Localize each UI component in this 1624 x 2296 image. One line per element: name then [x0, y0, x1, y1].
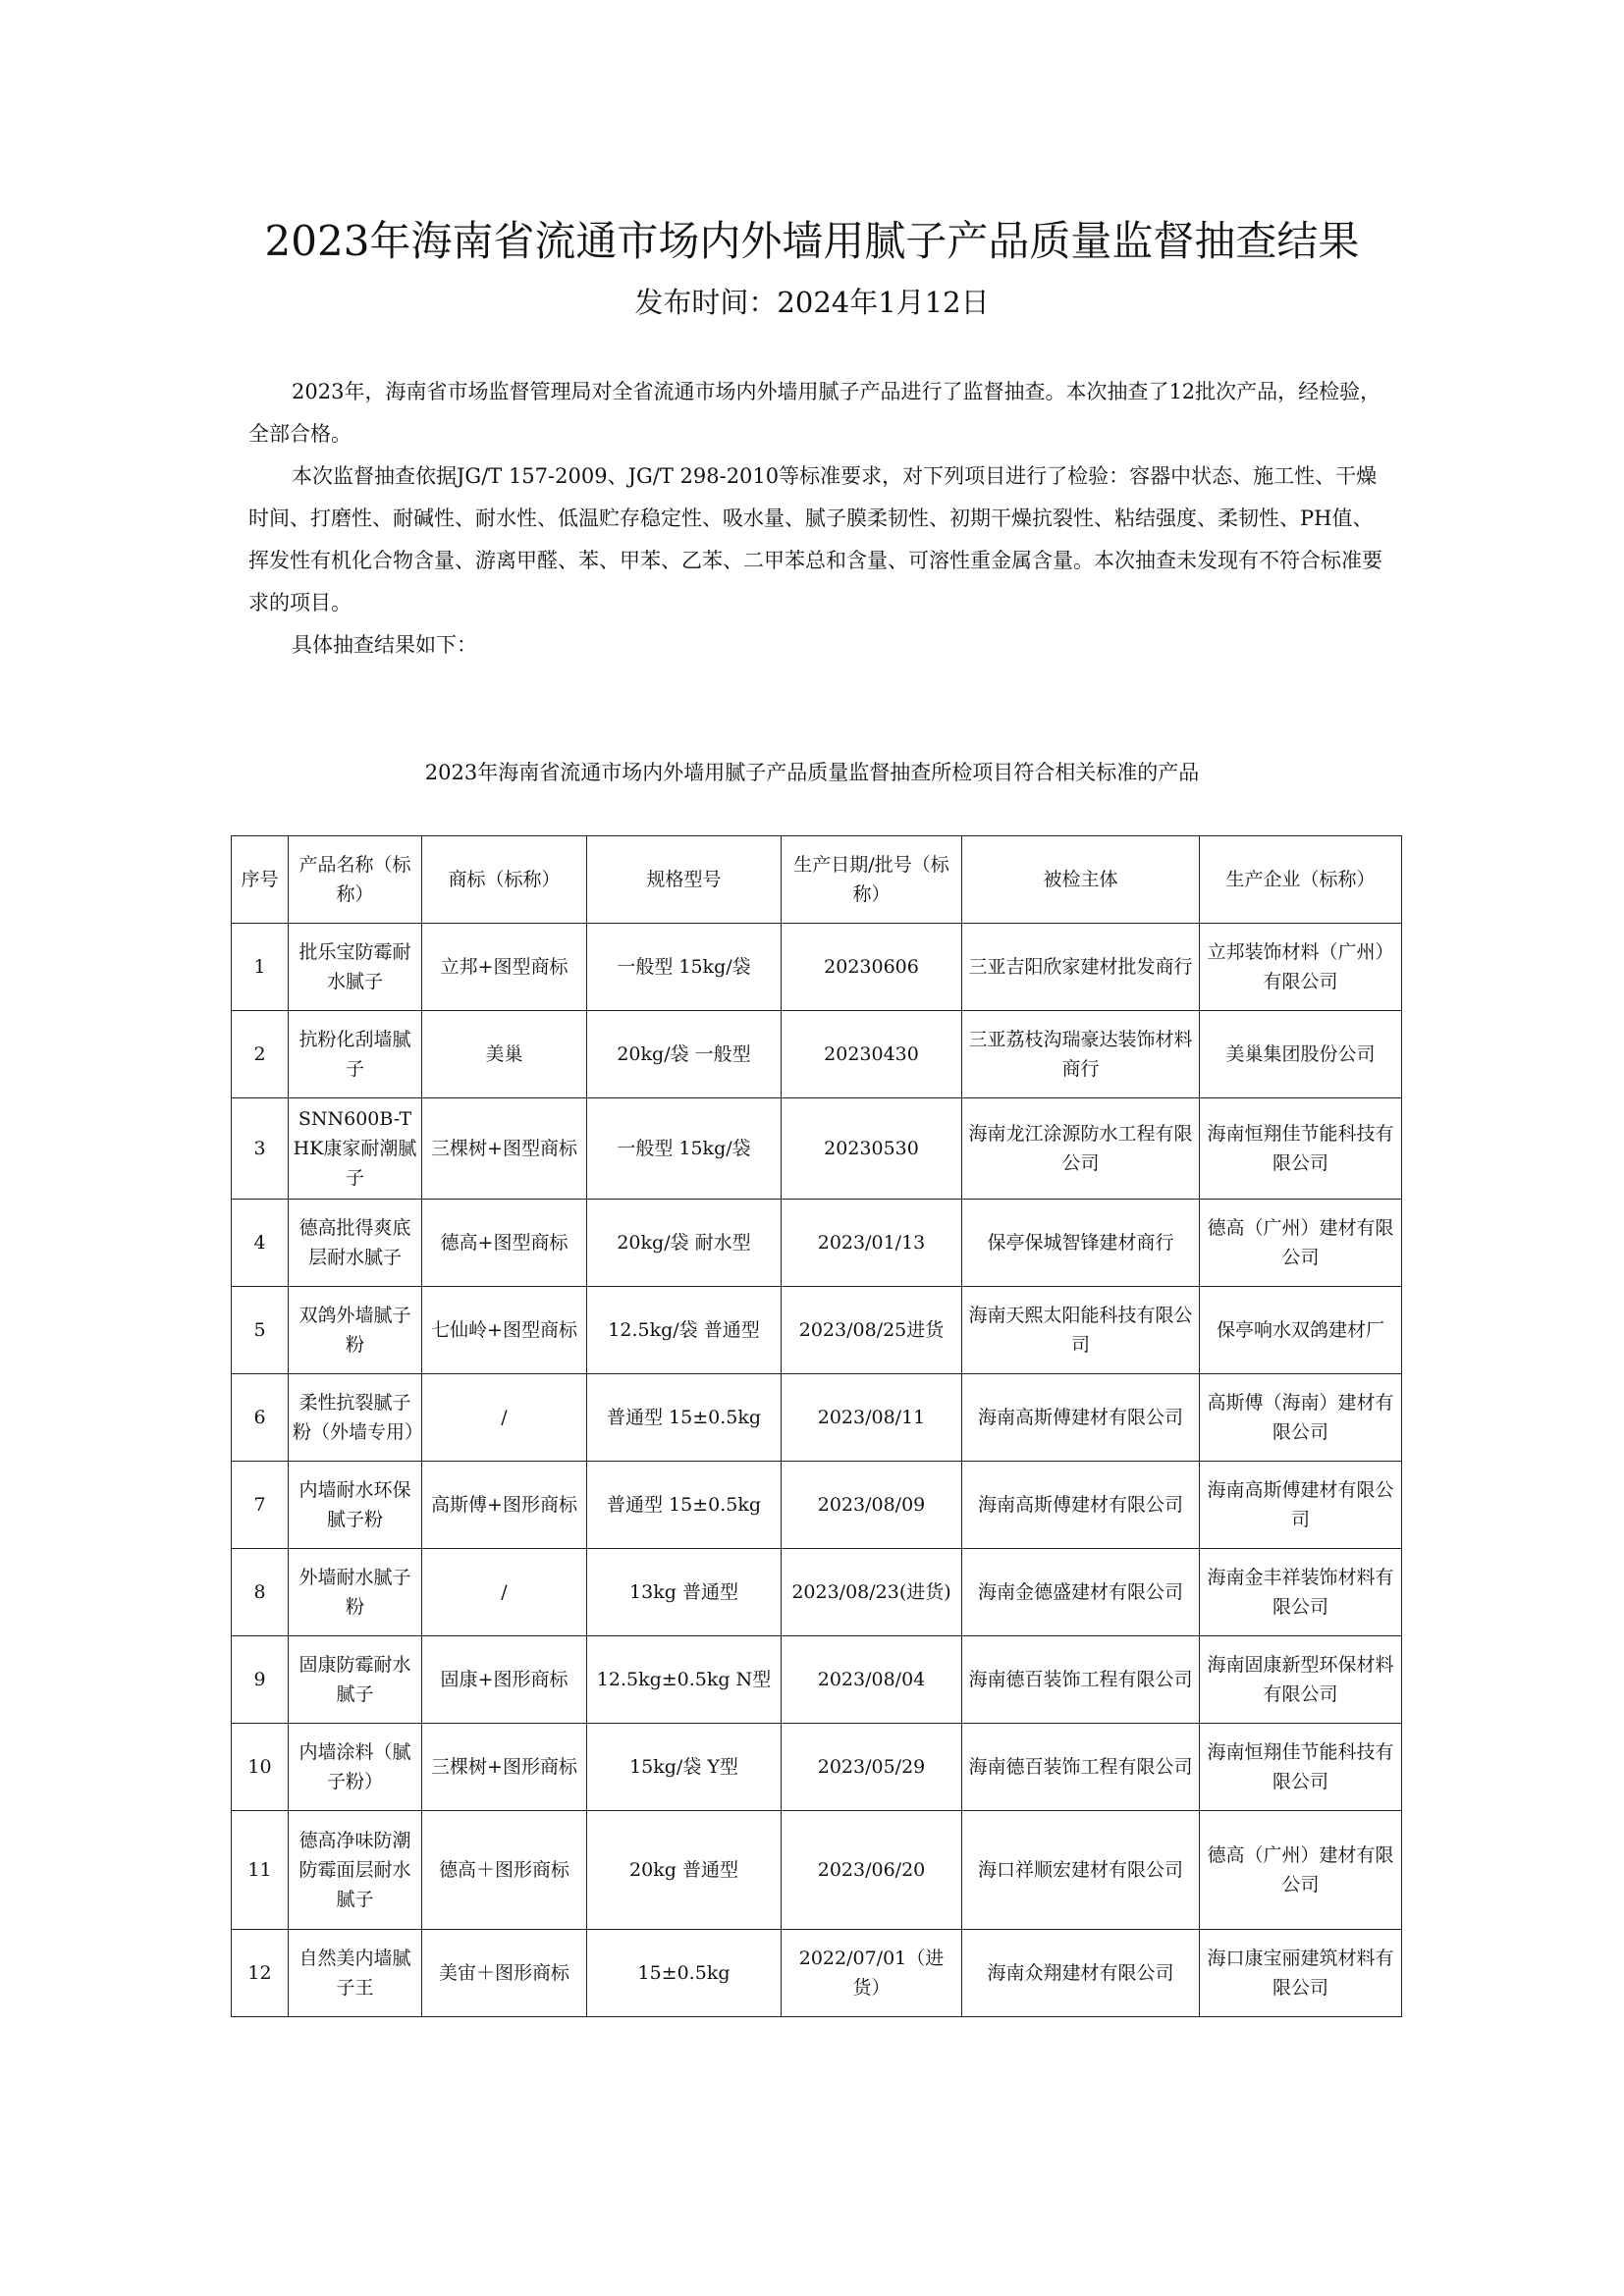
cell-product: 德高净味防潮防霉面层耐水腻子 [289, 1811, 422, 1930]
cell-date: 20230430 [782, 1011, 962, 1098]
cell-inspected: 海南天熙太阳能科技有限公司 [962, 1287, 1200, 1374]
cell-index: 8 [232, 1549, 289, 1636]
cell-brand: / [422, 1549, 587, 1636]
table-row [232, 1098, 1402, 1200]
cell-manufacturer: 海南恒翔佳节能科技有限公司 [1200, 1098, 1402, 1200]
cell-inspected: 海南高斯傅建材有限公司 [962, 1374, 1200, 1462]
cell-inspected: 海南高斯傅建材有限公司 [962, 1462, 1200, 1549]
cell-product: 双鸽外墙腻子粉 [289, 1287, 422, 1374]
cell-index: 2 [232, 1011, 289, 1098]
header-cell: 生产企业（标称） [1200, 836, 1402, 924]
cell-brand: 固康+图形商标 [422, 1636, 587, 1724]
cell-spec: 20kg/袋 耐水型 [587, 1200, 782, 1287]
cell-product: 批乐宝防霉耐水腻子 [289, 924, 422, 1011]
cell-inspected: 海南金德盛建材有限公司 [962, 1549, 1200, 1636]
cell-manufacturer: 海南恒翔佳节能科技有限公司 [1200, 1724, 1402, 1811]
cell-brand: 三棵树+图形商标 [422, 1724, 587, 1811]
cell-manufacturer: 保亭响水双鸽建材厂 [1200, 1287, 1402, 1374]
cell-index: 1 [232, 924, 289, 1011]
page-title: 2023年海南省流通市场内外墙用腻子产品质量监督抽查结果 [264, 217, 1360, 265]
table-row [232, 924, 1402, 1011]
cell-brand: 德高+图型商标 [422, 1200, 587, 1287]
cell-date: 2023/08/09 [782, 1462, 962, 1549]
cell-index: 10 [232, 1724, 289, 1811]
cell-spec: 12.5kg/袋 普通型 [587, 1287, 782, 1374]
cell-brand: 七仙岭+图型商标 [422, 1287, 587, 1374]
cell-manufacturer: 海南金丰祥装饰材料有限公司 [1200, 1549, 1402, 1636]
table-row [232, 1549, 1402, 1636]
paragraph: 本次监督抽查依据JG/T 157-2009、JG/T 298-2010等标准要求，对下列项目进行了检验：容器中状态、施工性、干燥时间、打磨性、耐碱性、耐水性、低温贮存稳定性、吸水量、腻子膜柔韧性、初期干燥抗裂性、粘结强度、柔韧性、PH值、挥发性有机化合物含量、游离甲醛、苯、甲苯、乙苯、二甲苯总和含量、可溶性重金属含量。本次抽查未发现有不符合标准要求的项目。 [248, 464, 1382, 614]
cell-date: 20230606 [782, 924, 962, 1011]
cell-spec: 13kg 普通型 [587, 1549, 782, 1636]
cell-index: 9 [232, 1636, 289, 1724]
cell-index: 11 [232, 1811, 289, 1930]
cell-spec: 12.5kg±0.5kg N型 [587, 1636, 782, 1724]
cell-inspected: 海南德百装饰工程有限公司 [962, 1724, 1200, 1811]
cell-brand: 美巢 [422, 1011, 587, 1098]
paragraph: 具体抽查结果如下： [292, 633, 477, 657]
cell-date: 20230530 [782, 1098, 962, 1200]
header-cell: 规格型号 [587, 836, 782, 924]
cell-spec: 15±0.5kg [587, 1930, 782, 2017]
cell-date: 2023/08/23(进货) [782, 1549, 962, 1636]
cell-product: 抗粉化刮墙腻子 [289, 1011, 422, 1098]
table-row [232, 1374, 1402, 1462]
cell-brand: 三棵树+图型商标 [422, 1098, 587, 1200]
table-row [232, 1811, 1402, 1930]
cell-brand: / [422, 1374, 587, 1462]
paragraph: 2023年，海南省市场监督管理局对全省流通市场内外墙用腻子产品进行了监督抽查。本次抽查了12批次产品，经检验，全部合格。 [248, 380, 1381, 446]
cell-manufacturer: 海南高斯傅建材有限公司 [1200, 1462, 1402, 1549]
cell-manufacturer: 德高（广州）建材有限公司 [1200, 1200, 1402, 1287]
cell-index: 4 [232, 1200, 289, 1287]
header-cell: 被检主体 [962, 836, 1200, 924]
cell-product: 自然美内墙腻子王 [289, 1930, 422, 2017]
cell-manufacturer: 海南固康新型环保材料有限公司 [1200, 1636, 1402, 1724]
header-cell: 产品名称（标称） [289, 836, 422, 924]
cell-spec: 普通型 15±0.5kg [587, 1374, 782, 1462]
cell-brand: 德高＋图形商标 [422, 1811, 587, 1930]
cell-spec: 15kg/袋 Y型 [587, 1724, 782, 1811]
cell-inspected: 海南德百装饰工程有限公司 [962, 1636, 1200, 1724]
table-row [232, 1930, 1402, 2017]
cell-product: 内墙涂料（腻子粉） [289, 1724, 422, 1811]
header-cell: 商标（标称） [422, 836, 587, 924]
cell-product: 外墙耐水腻子粉 [289, 1549, 422, 1636]
table-header-row [232, 836, 1402, 924]
table-row [232, 1011, 1402, 1098]
body-text [248, 371, 1387, 667]
publish-date: 发布时间：2024年1月12日 [634, 286, 990, 319]
cell-index: 5 [232, 1287, 289, 1374]
cell-index: 7 [232, 1462, 289, 1549]
cell-inspected: 三亚吉阳欣家建材批发商行 [962, 924, 1200, 1011]
cell-manufacturer: 立邦装饰材料（广州）有限公司 [1200, 924, 1402, 1011]
cell-product: 固康防霉耐水腻子 [289, 1636, 422, 1724]
results-table [231, 835, 1402, 2017]
cell-inspected: 保亭保城智锋建材商行 [962, 1200, 1200, 1287]
cell-manufacturer: 美巢集团股份公司 [1200, 1011, 1402, 1098]
cell-index: 12 [232, 1930, 289, 2017]
cell-inspected: 海南众翔建材有限公司 [962, 1930, 1200, 2017]
cell-product: 内墙耐水环保腻子粉 [289, 1462, 422, 1549]
cell-manufacturer: 海口康宝丽建筑材料有限公司 [1200, 1930, 1402, 2017]
cell-date: 2023/06/20 [782, 1811, 962, 1930]
cell-brand: 立邦+图型商标 [422, 924, 587, 1011]
table-row [232, 1287, 1402, 1374]
cell-date: 2023/08/25进货 [782, 1287, 962, 1374]
cell-manufacturer: 高斯傅（海南）建材有限公司 [1200, 1374, 1402, 1462]
cell-date: 2023/01/13 [782, 1200, 962, 1287]
cell-inspected: 海南龙江涂源防水工程有限公司 [962, 1098, 1200, 1200]
cell-manufacturer: 德高（广州）建材有限公司 [1200, 1811, 1402, 1930]
header-cell: 序号 [232, 836, 289, 924]
cell-brand: 美宙＋图形商标 [422, 1930, 587, 2017]
cell-spec: 20kg 普通型 [587, 1811, 782, 1930]
cell-product: 柔性抗裂腻子粉（外墙专用） [289, 1374, 422, 1462]
table-row [232, 1200, 1402, 1287]
table-row [232, 1636, 1402, 1724]
table-caption: 2023年海南省流通市场内外墙用腻子产品质量监督抽查所检项目符合相关标准的产品 [424, 761, 1200, 784]
header-cell: 生产日期/批号（标称） [782, 836, 962, 924]
cell-date: 2023/08/11 [782, 1374, 962, 1462]
table-row [232, 1724, 1402, 1811]
cell-index: 6 [232, 1374, 289, 1462]
cell-spec: 20kg/袋 一般型 [587, 1011, 782, 1098]
cell-date: 2022/07/01（进货） [782, 1930, 962, 2017]
cell-spec: 普通型 15±0.5kg [587, 1462, 782, 1549]
cell-product: SNN600B-THK康家耐潮腻子 [289, 1098, 422, 1200]
cell-spec: 一般型 15kg/袋 [587, 924, 782, 1011]
cell-brand: 高斯傅+图形商标 [422, 1462, 587, 1549]
cell-inspected: 海口祥顺宏建材有限公司 [962, 1811, 1200, 1930]
cell-date: 2023/08/04 [782, 1636, 962, 1724]
cell-date: 2023/05/29 [782, 1724, 962, 1811]
cell-inspected: 三亚荔枝沟瑞豪达装饰材料商行 [962, 1011, 1200, 1098]
cell-product: 德高批得爽底层耐水腻子 [289, 1200, 422, 1287]
cell-spec: 一般型 15kg/袋 [587, 1098, 782, 1200]
cell-index: 3 [232, 1098, 289, 1200]
table-row [232, 1462, 1402, 1549]
